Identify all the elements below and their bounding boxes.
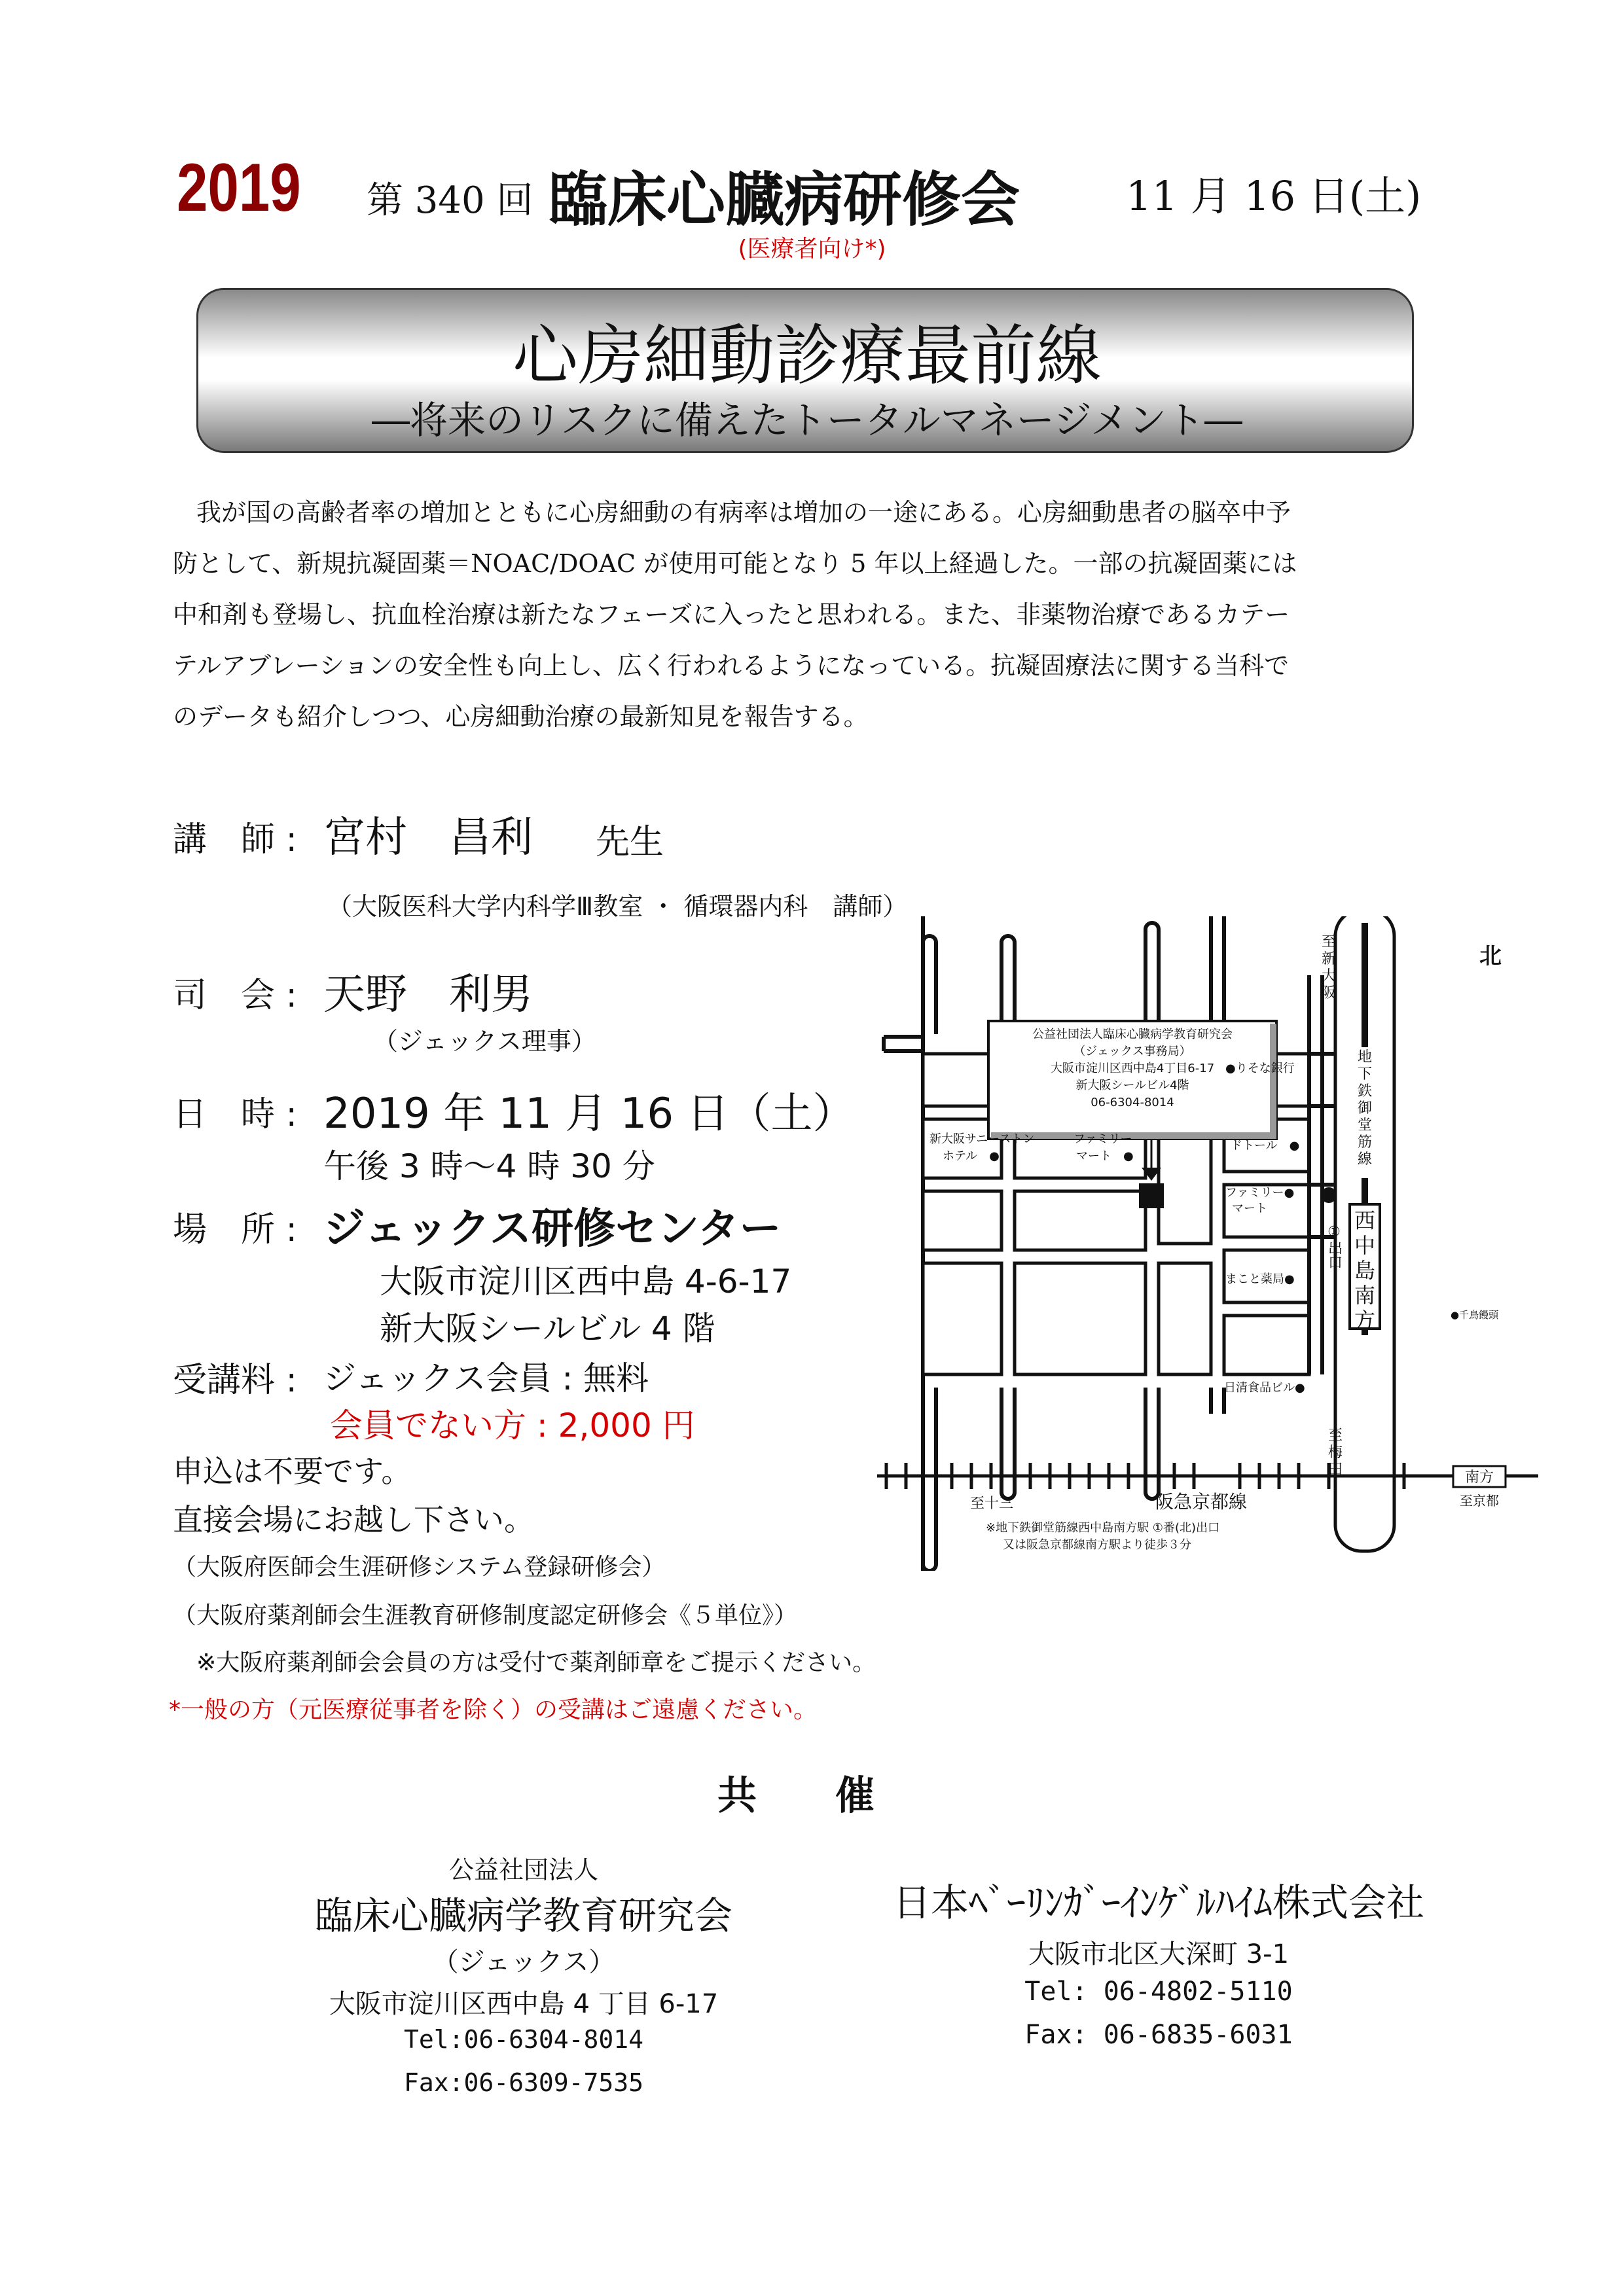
map-office-line: 大阪市淀川区西中島4丁目6-17 (1050, 1062, 1215, 1075)
datetime-label: 日 時 : (173, 1095, 298, 1134)
org1-type: 公益社団法人 (448, 1856, 598, 1884)
lecturer-label: 講 師 : (173, 820, 298, 859)
venue-building: 新大阪シールビル 4 階 (380, 1310, 715, 1348)
map-subway-line: 線 (1357, 1151, 1373, 1168)
map-landmark-familymart: マート (1232, 1202, 1267, 1215)
lecturer-name: 宮村 昌利 (323, 814, 533, 862)
map-minamikata: 南方 (1464, 1469, 1494, 1486)
map-office-line: 新大阪シールビル4階 (1075, 1079, 1189, 1092)
map-to-umeda: 田 (1327, 1462, 1343, 1478)
chair-label: 司 会 : (173, 976, 298, 1015)
map-landmark-familymart: ファミリー● (1225, 1186, 1295, 1200)
event-title: 臨床心臓病研修会 (549, 166, 1020, 234)
fee-label: 受講料 : (173, 1361, 298, 1400)
map-station-name: 島 (1354, 1258, 1376, 1283)
intro-line: 中和剤も登場し、抗血栓治療は新たなフェーズに入ったと思われる。また、非薬物治療であるカテー (173, 600, 1290, 629)
org2-tel: Tel: 06-4802-5110 (1024, 1977, 1293, 2007)
note-medical-association: （大阪府医師会生涯研修システム登録研修会） (173, 1554, 666, 1581)
topic-banner (196, 288, 1414, 453)
map-subway-line: 筋 (1357, 1134, 1373, 1151)
map-to-juso: 至十三 (970, 1496, 1014, 1512)
note-pharmacist-badge: ※大阪府薬剤師会会員の方は受付で薬剤師章をご提示ください。 (196, 1649, 876, 1676)
map-access-note: 又は阪急京都線南方駅より徒歩３分 (1003, 1538, 1191, 1552)
map-station-name: 南 (1354, 1283, 1376, 1308)
year: 2019 (177, 150, 301, 226)
map-station-name: 方 (1354, 1308, 1376, 1333)
map-access-note: ※地下鉄御堂筋線西中島南方駅 ①番(北)出口 (986, 1521, 1219, 1535)
lecturer-affiliation: （大阪医科大学内科学Ⅲ教室 ・ 循環器内科 講師） (327, 892, 908, 921)
intro-line: 防として、新規抗凝固薬＝NOAC/DOAC が使用可能となり 5 年以上経過した。一部の抗凝固薬には (173, 549, 1297, 578)
map-landmark-resona: ●りそな銀行 (1225, 1062, 1295, 1075)
map-to-shinosaka: 大 (1321, 968, 1337, 984)
fee-nonmember: 会員でない方 : 2,000 円 (330, 1407, 695, 1444)
venue-address: 大阪市淀川区西中島 4-6-17 (380, 1263, 792, 1300)
note-pharmacist-association: （大阪府薬剤師会生涯教育研修制度認定研修会《５単位》） (173, 1602, 798, 1629)
map-to-umeda: 梅 (1327, 1444, 1343, 1461)
note-direct-visit: 直接会場にお越し下さい。 (173, 1502, 534, 1537)
map-office-line: （ジェックス事務局） (1074, 1045, 1191, 1058)
map-office-line: 06-6304-8014 (1091, 1096, 1174, 1109)
map-landmark-doutor: ドトール ● (1231, 1139, 1300, 1153)
chair-role: （ジェックス理事） (373, 1027, 596, 1056)
map-station-name: 西 (1354, 1208, 1376, 1233)
chair-name: 天野 利男 (323, 971, 533, 1019)
map-to-umeda: 至 (1327, 1427, 1343, 1444)
datetime-date: 2019 年 11 月 16 日（土） (323, 1090, 855, 1138)
note-general-public: *一般の方（元医療従事者を除く）の受講はご遠慮ください。 (169, 1696, 818, 1723)
map-office-line: 公益社団法人臨床心臓病学教育研究会 (1032, 1028, 1233, 1041)
topic-subtitle: ―将来のリスクに備えたトータルマネージメント― (372, 398, 1242, 442)
map-hankyu-line: 阪急京都線 (1155, 1491, 1248, 1513)
map-landmark-chidori: ●千鳥饅頭 (1451, 1309, 1499, 1321)
map-to-shinosaka: 至 (1321, 934, 1337, 950)
map-landmark-pharmacy: まこと薬局● (1225, 1272, 1295, 1286)
datetime-time: 午後 3 時～4 時 30 分 (323, 1147, 655, 1185)
map-subway-line: 御 (1357, 1100, 1373, 1117)
note-no-registration: 申込は不要です。 (173, 1454, 412, 1489)
intro-line: テルアブレーションの安全性も向上し、広く行われるようになっている。抗凝固療法に関する当科で (173, 651, 1290, 680)
topic-title: 心房細動診療最前線 (513, 317, 1102, 394)
map-subway-line: 鉄 (1357, 1083, 1373, 1100)
venue-label: 場 所 : (173, 1210, 298, 1249)
org2-address: 大阪市北区大深町 3-1 (1028, 1939, 1290, 1969)
org2-name: 日本ﾍﾞｰﾘﾝｶﾞｰｲﾝｹﾞﾙﾊｲﾑ株式会社 (892, 1880, 1424, 1925)
fee-member: ジェックス会員 : 無料 (323, 1359, 649, 1397)
org2-fax: Fax: 06-6835-6031 (1024, 2020, 1293, 2050)
org1-name: 臨床心臓病学教育研究会 (314, 1893, 732, 1938)
map-landmark-nisshin: 日清食品ビル● (1224, 1381, 1305, 1395)
map-exit: ①出口 (1326, 1224, 1343, 1269)
map-to-kyoto: 至京都 (1460, 1493, 1499, 1509)
cohost-heading: 共 催 (717, 1773, 875, 1819)
map-station-name: 中 (1354, 1233, 1376, 1258)
map-to-shinosaka: 阪 (1321, 985, 1337, 1001)
audience-note: (医療者向け*) (738, 236, 886, 262)
org1-tel: Tel:06-6304-8014 (403, 2025, 644, 2054)
map-landmark-hotel: 新大阪サニーストン (929, 1132, 1035, 1146)
venue-name: ジェックス研修センター (323, 1205, 782, 1253)
intro-line: 我が国の高齢者率の増加とともに心房細動の有病率は増加の一途にある。心房細動患者の脳卒中予 (196, 498, 1291, 527)
map-landmark-familymart: マート ● (1076, 1149, 1134, 1163)
event-date: 11 月 16 日(土) (1126, 172, 1422, 220)
map-landmark-familymart: ファミリー (1074, 1132, 1132, 1146)
map-subway-line: 下 (1357, 1066, 1373, 1083)
org1-abbr: （ジェックス） (432, 1947, 615, 1977)
round-number: 第 340 回 (367, 179, 533, 222)
map-to-shinosaka: 新 (1321, 951, 1337, 967)
map-north-label: 北 (1479, 943, 1502, 969)
map-landmark-hotel: ホテル ● (943, 1149, 1000, 1163)
intro-line: のデータも紹介しつつ、心房細動治療の最新知見を報告する。 (173, 702, 869, 731)
map-subway-line: 堂 (1357, 1117, 1373, 1134)
org1-fax: Fax:06-6309-7535 (403, 2068, 644, 2097)
venue-map (877, 916, 1545, 1571)
org1-address: 大阪市淀川区西中島 4 丁目 6-17 (329, 1989, 719, 2019)
map-subway-line: 地 (1357, 1049, 1373, 1066)
lecturer-title: 先生 (596, 823, 664, 862)
